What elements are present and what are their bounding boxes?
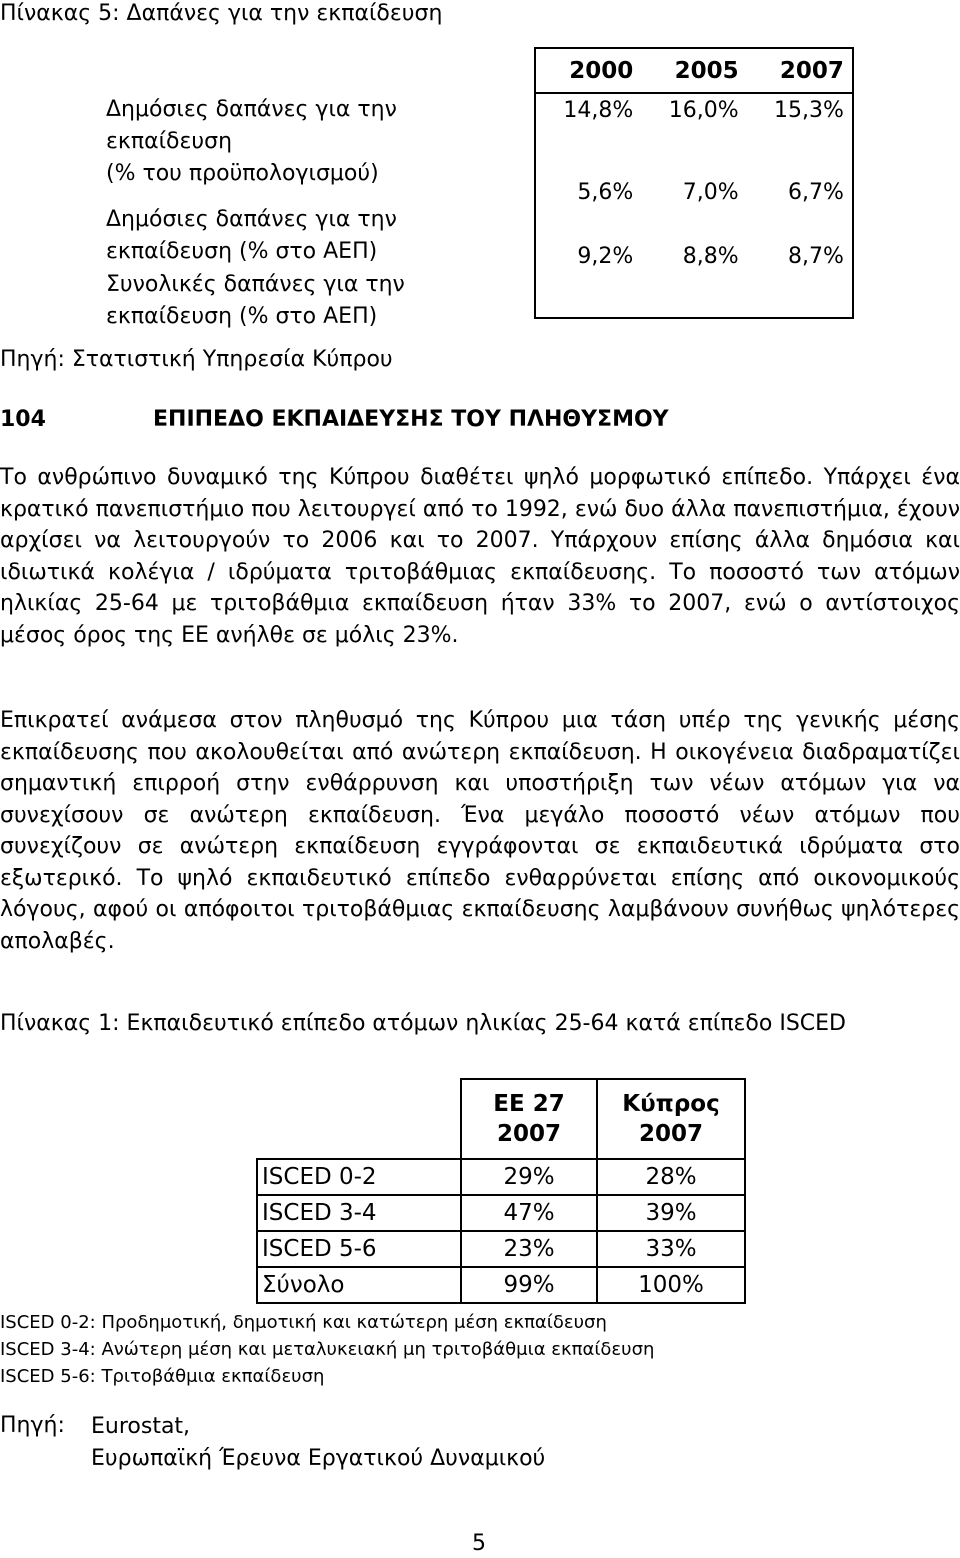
table5-row: [536, 94, 852, 126]
label-line: (% του προϋπολογισμού): [106, 161, 379, 186]
label-line: εκπαίδευση (% στο ΑΕΠ): [106, 304, 378, 329]
table5-cell: 9,2%: [577, 243, 634, 269]
cell-cy: 39%: [597, 1195, 745, 1231]
label-line: Δημόσιες δαπάνες για την: [106, 97, 397, 122]
table5-values: [534, 47, 854, 319]
table5-cell: 7,0%: [682, 179, 739, 205]
year-header: 2007: [779, 57, 844, 84]
table5-row-label: [106, 269, 530, 334]
source-label: Πηγή:: [0, 1413, 65, 1438]
table5-cell: 16,0%: [668, 97, 739, 123]
row-label: ISCED 3-4: [257, 1195, 461, 1231]
header-line: ΕΕ 27: [493, 1091, 565, 1117]
table5-cell: 8,7%: [788, 243, 844, 269]
row-label: Σύνολο: [257, 1267, 461, 1303]
year-header: 2000: [569, 57, 634, 84]
table1: [256, 1078, 746, 1304]
label-line: Συνολικές δαπάνες για την: [106, 272, 405, 297]
table1-corner-cell: [257, 1079, 461, 1159]
source-line: Eurostat,: [91, 1414, 191, 1439]
table1-header-row: [257, 1079, 745, 1159]
table-row: [257, 1159, 745, 1195]
table5-cell: 5,6%: [577, 179, 634, 205]
cell-cy: 28%: [597, 1159, 745, 1195]
year-header: 2005: [674, 57, 739, 84]
table5-caption: Πίνακας 5: Δαπάνες για την εκπαίδευση: [0, 1, 443, 26]
table5-row-label: [106, 204, 530, 269]
note-line: ISCED 0-2: Προδημοτική, δημοτική και κατώτερη μέση εκπαίδευση: [0, 1312, 607, 1333]
label-line: Δημόσιες δαπάνες για την: [106, 207, 397, 232]
cell-cy: 100%: [597, 1267, 745, 1303]
source-line: Ευρωπαϊκή Έρευνα Εργατικού Δυναμικού: [91, 1446, 546, 1471]
table1-caption: Πίνακας 1: Εκπαιδευτικό επίπεδο ατόμων ηλικίας 25-64 κατά επίπεδο ISCED: [0, 1011, 846, 1036]
table5-row-label: [106, 94, 530, 204]
table5-cell: 14,8%: [563, 97, 634, 123]
cell-eu: 99%: [461, 1267, 597, 1303]
table5-cell: 15,3%: [774, 97, 844, 123]
table5-cell: 6,7%: [788, 179, 844, 205]
header-line: 2007: [638, 1121, 703, 1147]
row-label: ISCED 5-6: [257, 1231, 461, 1267]
table5-row: [536, 176, 852, 208]
table5-row-labels: [106, 94, 530, 334]
table1-header-eu: [461, 1079, 597, 1159]
note-line: ISCED 5-6: Τριτοβάθμια εκπαίδευση: [0, 1366, 325, 1387]
table-row: [257, 1195, 745, 1231]
label-line: εκπαίδευση (% στο ΑΕΠ): [106, 239, 378, 264]
cell-eu: 29%: [461, 1159, 597, 1195]
cell-cy: 33%: [597, 1231, 745, 1267]
header-line: 2007: [496, 1121, 561, 1147]
table5-source: Πηγή: Στατιστική Υπηρεσία Κύπρου: [0, 347, 393, 372]
cell-eu: 23%: [461, 1231, 597, 1267]
header-line: Κύπρος: [622, 1091, 720, 1117]
row-label: ISCED 0-2: [257, 1159, 461, 1195]
label-line: εκπαίδευση: [106, 129, 233, 154]
note-line: ISCED 3-4: Ανώτερη μέση και μεταλυκειακή μη τριτοβάθμια εκπαίδευση: [0, 1339, 655, 1360]
table-row: [257, 1267, 745, 1303]
table-row: [257, 1231, 745, 1267]
table5-cell: 8,8%: [682, 243, 739, 269]
cell-eu: 47%: [461, 1195, 597, 1231]
paragraph: Το ανθρώπινο δυναμικό της Κύπρου διαθέτει ψηλό μορφωτικό επίπεδο. Υπάρχει ένα κρατικό πανεπιστήμιο που λειτουργεί από το 1992, ενώ δυο άλλα πανεπιστήμια, έχουν αρχίσει να λειτουργούν το 2006 και το 2007. Υπάρχουν επίσης άλλα δημόσια και ιδιωτικά κολέγια / ιδρύματα τριτοβάθμιας εκπαίδευσης. Το ποσοστό των ατόμων ηλικίας 25-64 με τριτοβάθμια εκπαίδευση ήταν 33% το 2007, ενώ ο αντίστοιχος μέσος όρος της ΕΕ ανήλθε σε μόλις 23%.: [0, 465, 960, 648]
table5-header: [536, 49, 852, 94]
table5-row: [536, 240, 852, 272]
page-number: 5: [472, 1531, 486, 1556]
section-title: ΕΠΙΠΕΔΟ ΕΚΠΑΙΔΕΥΣΗΣ ΤΟΥ ΠΛΗΘΥΣΜΟΥ: [153, 407, 669, 432]
source-lines: [91, 1411, 545, 1475]
paragraph: Επικρατεί ανάμεσα στον πληθυσμό της Κύπρου μια τάση υπέρ της γενικής μέσης εκπαίδευσης που ακολουθείται από ανώτερη εκπαίδευση. Η οικογένεια διαδραματίζει σημαντική επιρροή στην ενθάρρυνση και υποστήριξη των νέων ατόμων για να συνεχίσουν σε ανώτερη εκπαίδευση. Ένα μεγάλο ποσοστό νέων ατόμων που συνεχίζουν σε ανώτερη εκπαίδευση εγγράφονται σε εκπαιδευτικά ιδρύματα στο εξωτερικό. Το ψηλό εκπαιδευτικό επίπεδο ενθαρρύνεται επίσης από οικονομικούς λόγους, αφού οι απόφοιτοι τριτοβάθμιας εκπαίδευσης λαμβάνουν συνήθως ψηλότερες απολαβές.: [0, 708, 960, 954]
table1-header-cy: [597, 1079, 745, 1159]
isced-notes: [0, 1309, 654, 1390]
section-number: 104: [0, 407, 46, 432]
